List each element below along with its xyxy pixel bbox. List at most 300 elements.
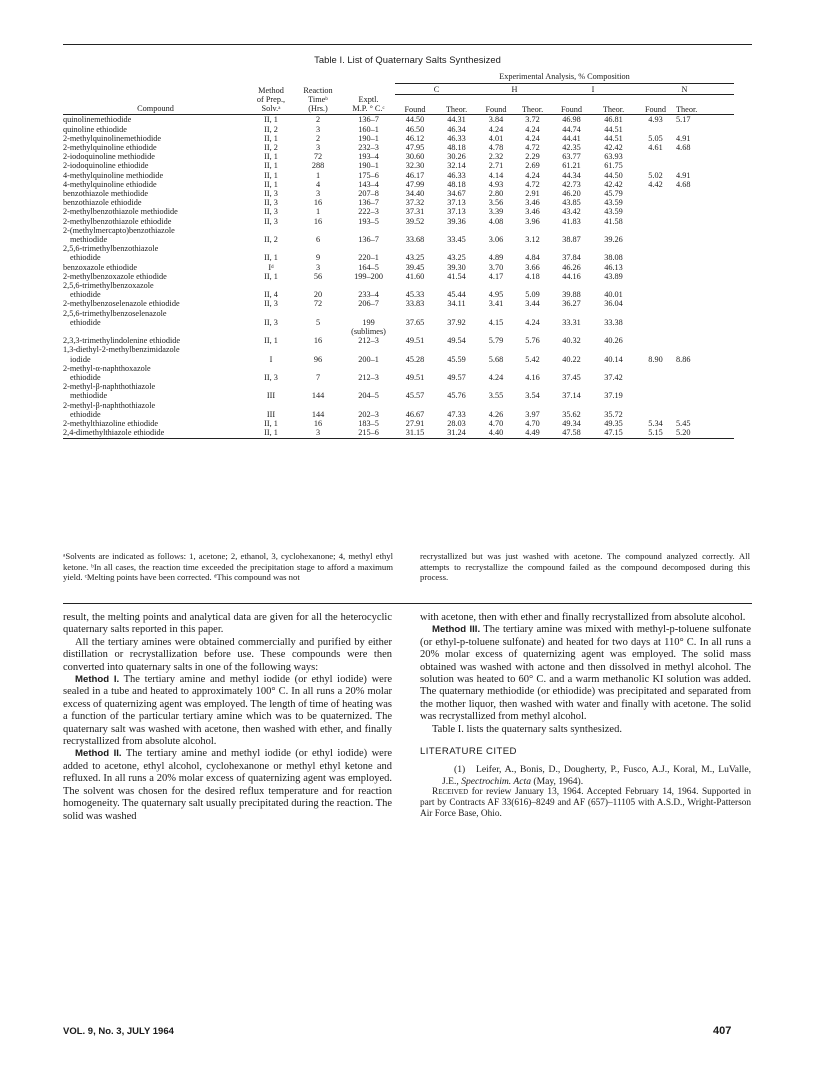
reference-number: (1) bbox=[454, 764, 466, 776]
received-note: Received for review January 13, 1964. Accepted February 14, 1964. Supported in part by Contracts AF 33(616)–8249 and AF (657)–11105 with A.S.D., Wright-Patterson Air Force Base, Ohio. bbox=[420, 786, 751, 819]
h-theor: 4.72 bbox=[525, 179, 540, 189]
n-theor bbox=[676, 345, 734, 354]
time: 20 bbox=[313, 290, 323, 300]
literature-heading: LITERATURE CITED bbox=[420, 746, 517, 758]
h-found: 4.95 bbox=[488, 290, 504, 300]
method: II, 1 bbox=[264, 253, 278, 263]
c-theor: 32.14 bbox=[447, 161, 466, 171]
i-theor bbox=[592, 382, 635, 391]
time: 5 bbox=[315, 317, 321, 327]
i-theor: 42.42 bbox=[604, 142, 623, 152]
i-found bbox=[551, 364, 592, 373]
h-theor: 3.72 bbox=[525, 115, 540, 125]
n-found bbox=[635, 281, 676, 290]
nitrogen-header: N bbox=[635, 84, 734, 95]
paragraph: with acetone, then with ether and finally recrystallized from absolute alcohol. bbox=[420, 612, 746, 623]
melting-point: 212–3 bbox=[358, 373, 379, 382]
h-theor bbox=[514, 345, 551, 354]
table-body bbox=[63, 115, 734, 439]
method: II, 3 bbox=[264, 299, 278, 309]
time bbox=[294, 382, 342, 391]
n-found-header: Found bbox=[635, 104, 676, 115]
method-1-heading: Method I. bbox=[75, 674, 120, 686]
h-theor bbox=[514, 401, 551, 410]
h-found: 2.32 bbox=[488, 152, 504, 162]
i-found: 37.84 bbox=[562, 253, 581, 263]
method-1-text: The tertiary amine and methyl iodide (or ethyl iodide) were sealed in a tube and heated to approximately 100° C. In all runs a 20% molar excess of quaternizing agent was employed. The length of time of heating was a function of the particular tertiary amine which was to be quaternized. The quaternary salt was washed with acetone, then washed with ether, and finally recrystallized from absolute alcohol. bbox=[63, 674, 392, 748]
n-theor: 4.91 bbox=[676, 170, 691, 180]
melting-point bbox=[342, 244, 395, 253]
compound-name: 2,5,6-trimethylbenzothiazole bbox=[63, 244, 159, 254]
time: 3 bbox=[315, 188, 321, 198]
n-found: 5.05 bbox=[648, 133, 663, 143]
table-row bbox=[63, 318, 734, 327]
n-found bbox=[635, 364, 676, 373]
compound-name: quinolinemethiodide bbox=[63, 115, 132, 125]
table-row bbox=[63, 364, 734, 373]
compound-name: 2,5,6-trimethylbenzoselenazole bbox=[63, 308, 167, 318]
h-theor: 2.29 bbox=[525, 152, 540, 162]
i-theor: 49.35 bbox=[604, 419, 623, 429]
table-row bbox=[63, 290, 734, 299]
compound-name: 2-methylbenzoselenazole ethiodide bbox=[63, 299, 180, 309]
time: 16 bbox=[313, 198, 323, 208]
melting-point: 206–7 bbox=[358, 299, 379, 309]
time-header-2: Timeᵇ bbox=[308, 94, 328, 104]
c-theor: 45.59 bbox=[447, 354, 466, 364]
method: III bbox=[266, 409, 276, 419]
n-found bbox=[635, 152, 676, 161]
c-found: 47.99 bbox=[405, 179, 425, 189]
melting-point: 199 bbox=[362, 317, 375, 327]
time: 16 bbox=[313, 419, 323, 429]
time: 2 bbox=[315, 115, 321, 125]
compound-name: benzothiazole methiodide bbox=[63, 188, 148, 198]
reference-1: (1) Leifer, A., Bonis, D., Dougherty, P., Fusco, A.J., Koral, M., LuValle, J.E., Spectrochim. Acta (May, 1964). bbox=[442, 764, 751, 787]
i-theor-header: Theor. bbox=[592, 104, 635, 115]
i-theor: 44.51 bbox=[604, 124, 623, 134]
h-theor: 4.72 bbox=[525, 142, 540, 152]
h-found bbox=[478, 382, 514, 391]
n-found bbox=[635, 391, 676, 400]
c-theor: 39.36 bbox=[447, 216, 466, 226]
h-theor: 3.54 bbox=[525, 391, 540, 401]
c-found: 45.57 bbox=[405, 391, 425, 401]
n-theor-header: Theor. bbox=[676, 104, 734, 115]
n-theor bbox=[676, 207, 734, 216]
melting-point: 222–3 bbox=[358, 207, 379, 217]
melting-point: 202–3 bbox=[358, 409, 379, 419]
c-theor: 49.57 bbox=[447, 373, 466, 382]
melting-point: 232–3 bbox=[358, 142, 379, 152]
c-found bbox=[395, 281, 435, 290]
c-theor: 47.33 bbox=[447, 409, 466, 419]
n-found bbox=[635, 263, 676, 272]
c-found: 34.40 bbox=[405, 188, 425, 198]
h-found bbox=[478, 364, 514, 373]
table-row bbox=[63, 125, 734, 134]
method-2-paragraph bbox=[63, 748, 392, 822]
n-found: 5.02 bbox=[648, 170, 663, 180]
c-theor: 37.13 bbox=[447, 207, 466, 217]
compound-name: 1,3-diethyl-2-methylbenzimidazole bbox=[63, 345, 180, 355]
compound-name: benzoxazole ethiodide bbox=[63, 262, 137, 272]
n-theor bbox=[676, 391, 734, 400]
i-theor bbox=[592, 244, 635, 253]
c-found: 44.50 bbox=[405, 115, 425, 125]
c-found bbox=[395, 401, 435, 410]
n-theor bbox=[676, 318, 734, 327]
h-theor: 5.09 bbox=[525, 290, 540, 300]
h-theor: 3.66 bbox=[525, 262, 540, 272]
c-theor: 34.11 bbox=[447, 299, 466, 309]
time: 72 bbox=[313, 152, 323, 162]
table-footnote-left: ᵃSolvents are indicated as follows: 1, acetone; 2, ethanol, 3, cyclohexanone; 4, methyl ethyl ketone. ᵇIn all cases, the reaction time exceeded the precipitation stage to afford a maximum yield. ᶜMelting points have been corrected. ᵈThis compound was not bbox=[63, 551, 393, 583]
table-row bbox=[63, 299, 734, 308]
method: II, 2 bbox=[264, 142, 278, 152]
journal-name: Spectrochim. Acta bbox=[461, 775, 531, 787]
c-found: 27.91 bbox=[405, 419, 425, 429]
n-found bbox=[635, 198, 676, 207]
header-row-3 bbox=[63, 95, 734, 104]
header-row-2 bbox=[63, 84, 734, 95]
header-row-4 bbox=[63, 104, 734, 115]
i-found: 44.16 bbox=[562, 271, 581, 281]
time: 3 bbox=[315, 124, 321, 134]
analysis-header: Experimental Analysis, % Composition bbox=[499, 72, 630, 81]
table-row bbox=[63, 152, 734, 161]
n-found bbox=[635, 382, 676, 391]
n-found bbox=[635, 345, 676, 354]
table-row bbox=[63, 272, 734, 281]
time: 3 bbox=[294, 428, 342, 439]
c-theor: 44.31 bbox=[447, 115, 466, 125]
c-theor: 34.67 bbox=[447, 188, 466, 198]
n-theor: 4.68 bbox=[676, 142, 691, 152]
section-rule bbox=[63, 603, 752, 604]
h-found: 3.41 bbox=[488, 299, 504, 309]
h-theor: 2.69 bbox=[525, 161, 540, 171]
i-theor bbox=[592, 364, 635, 373]
compound-name: 4-methylquinoline ethiodide bbox=[63, 179, 157, 189]
table-row bbox=[63, 336, 734, 345]
table-row bbox=[63, 207, 734, 216]
c-theor: 28.03 bbox=[447, 419, 466, 429]
h-theor: 4.16 bbox=[525, 373, 540, 382]
i-found bbox=[551, 345, 592, 354]
i-theor: 40.14 bbox=[604, 354, 623, 364]
i-found: 44.74 bbox=[562, 124, 581, 134]
carbon-header: C bbox=[395, 84, 478, 95]
c-found bbox=[395, 226, 435, 235]
h-found: 4.08 bbox=[488, 216, 504, 226]
method: II, 3 bbox=[264, 373, 278, 382]
n-found bbox=[635, 207, 676, 216]
melting-point: 215–6 bbox=[342, 428, 395, 439]
h-found bbox=[478, 244, 514, 253]
table-row bbox=[63, 161, 734, 170]
i-theor: 42.42 bbox=[604, 179, 623, 189]
i-found bbox=[551, 309, 592, 318]
method bbox=[248, 382, 294, 391]
h-found: 4.24 bbox=[488, 124, 504, 134]
h-theor: 3.46 bbox=[525, 207, 540, 217]
h-theor: 4.18 bbox=[525, 271, 540, 281]
hydrogen-header: H bbox=[478, 84, 551, 95]
h-theor bbox=[514, 244, 551, 253]
melting-point bbox=[342, 401, 395, 410]
c-found: 49.51 bbox=[405, 336, 425, 346]
n-theor bbox=[676, 263, 734, 272]
h-theor: 4.70 bbox=[525, 419, 540, 429]
c-theor: 41.54 bbox=[447, 271, 466, 281]
compound-name: 2-(methylmercapto)benzothiazole bbox=[63, 225, 175, 235]
i-found: 40.22 bbox=[562, 354, 581, 364]
h-found: 4.17 bbox=[488, 271, 504, 281]
method: III bbox=[266, 391, 276, 401]
n-found bbox=[635, 290, 676, 299]
table-row bbox=[63, 419, 734, 428]
melting-point: 175–6 bbox=[358, 170, 379, 180]
i-theor: 43.59 bbox=[604, 207, 623, 217]
compound-name: quinoline ethiodide bbox=[63, 124, 127, 134]
quaternary-salts-table bbox=[63, 72, 734, 439]
time bbox=[294, 401, 342, 410]
i-theor: 39.26 bbox=[604, 234, 623, 244]
c-theor: 48.18 bbox=[447, 142, 466, 152]
i-found bbox=[551, 281, 592, 290]
method bbox=[248, 309, 294, 318]
n-found bbox=[635, 401, 676, 410]
iodine-header: I bbox=[551, 84, 635, 95]
c-found: 46.67 bbox=[405, 409, 425, 419]
paragraph: result, the melting points and analytical data are given for all the heterocyclic quaternary salts reported in this paper. bbox=[63, 612, 392, 636]
c-found: 37.65 bbox=[405, 317, 425, 327]
method: I bbox=[269, 354, 273, 364]
h-theor bbox=[514, 226, 551, 235]
h-found: 4.40 bbox=[478, 428, 514, 439]
compound-name: 2-iodoquinoline ethiodide bbox=[63, 161, 149, 171]
c-found bbox=[395, 244, 435, 253]
n-theor bbox=[676, 253, 734, 262]
n-found: 4.61 bbox=[648, 142, 663, 152]
i-theor: 46.81 bbox=[604, 115, 623, 125]
table-row bbox=[63, 263, 734, 272]
n-theor bbox=[676, 235, 734, 244]
i-found: 43.85 bbox=[562, 198, 581, 208]
time bbox=[294, 345, 342, 354]
melting-point: 220–1 bbox=[358, 253, 379, 263]
h-found bbox=[478, 226, 514, 235]
n-found bbox=[635, 235, 676, 244]
compound-name: 2-methyl-β-naphthothiazole bbox=[63, 400, 156, 410]
i-theor bbox=[592, 345, 635, 354]
method: II, 3 bbox=[264, 188, 278, 198]
compound-name: 4-methylquinoline methiodide bbox=[63, 170, 164, 180]
h-found: 4.15 bbox=[488, 317, 504, 327]
method: Iᵈ bbox=[268, 262, 274, 272]
c-theor bbox=[435, 309, 478, 318]
n-found bbox=[635, 125, 676, 134]
melting-point: 160–1 bbox=[358, 124, 379, 134]
c-theor bbox=[435, 382, 478, 391]
i-found: 37.45 bbox=[562, 373, 581, 382]
c-found: 49.51 bbox=[405, 373, 425, 382]
i-found bbox=[551, 401, 592, 410]
time: 1 bbox=[315, 207, 321, 217]
c-theor bbox=[435, 226, 478, 235]
h-theor bbox=[514, 281, 551, 290]
h-found: 4.70 bbox=[488, 419, 504, 429]
n-theor bbox=[676, 152, 734, 161]
method-3-paragraph bbox=[420, 624, 751, 723]
h-found-header: Found bbox=[478, 104, 514, 115]
c-found bbox=[395, 345, 435, 354]
time-header-1: Reaction bbox=[303, 85, 333, 95]
i-theor: 46.13 bbox=[604, 262, 623, 272]
mp-header-1: Exptl. bbox=[358, 94, 379, 104]
h-found: 2.80 bbox=[488, 188, 504, 198]
h-theor: 3.96 bbox=[525, 216, 540, 226]
i-found: 44.41 bbox=[562, 133, 581, 143]
n-theor: 5.20 bbox=[676, 428, 734, 439]
method bbox=[248, 364, 294, 373]
n-found bbox=[635, 253, 676, 262]
table-row bbox=[63, 115, 734, 125]
c-found: 45.33 bbox=[405, 290, 425, 300]
n-theor bbox=[676, 217, 734, 226]
n-theor bbox=[676, 382, 734, 391]
c-theor: 30.26 bbox=[447, 152, 466, 162]
h-found: 4.93 bbox=[488, 179, 504, 189]
melting-point: 136–7 bbox=[358, 234, 379, 244]
i-theor: 44.50 bbox=[604, 170, 623, 180]
h-theor bbox=[514, 382, 551, 391]
table-row bbox=[63, 401, 734, 410]
table-row bbox=[63, 373, 734, 382]
table-row bbox=[63, 391, 734, 400]
h-found bbox=[478, 281, 514, 290]
i-found bbox=[551, 226, 592, 235]
compound-name: benzothiazole ethiodide bbox=[63, 198, 142, 208]
n-found: 4.93 bbox=[648, 115, 663, 125]
method: II, 2 bbox=[264, 234, 278, 244]
method: II, 1 bbox=[264, 336, 278, 346]
method-2-heading: Method II. bbox=[75, 748, 122, 760]
compound-name: methiodide bbox=[70, 234, 108, 244]
table-title: Table I. List of Quaternary Salts Synthesized bbox=[314, 54, 501, 65]
c-theor: 49.54 bbox=[447, 336, 466, 346]
i-theor: 41.58 bbox=[604, 216, 623, 226]
n-found bbox=[635, 161, 676, 170]
i-theor: 63.93 bbox=[604, 152, 623, 162]
c-theor: 33.45 bbox=[447, 234, 466, 244]
n-theor: 4.68 bbox=[676, 179, 691, 189]
n-found: 8.90 bbox=[648, 354, 663, 364]
h-theor-header: Theor. bbox=[514, 104, 551, 115]
melting-point: 164–5 bbox=[358, 262, 379, 272]
compound-name: iodide bbox=[70, 354, 91, 364]
h-found: 3.55 bbox=[488, 391, 504, 401]
n-theor bbox=[676, 364, 734, 373]
h-theor bbox=[514, 309, 551, 318]
c-found: 46.17 bbox=[405, 170, 425, 180]
h-theor bbox=[514, 364, 551, 373]
table-row bbox=[63, 198, 734, 207]
c-found bbox=[395, 364, 435, 373]
method bbox=[248, 345, 294, 354]
n-theor bbox=[676, 244, 734, 253]
right-column bbox=[420, 612, 751, 820]
melting-point bbox=[342, 345, 395, 354]
i-found: 46.98 bbox=[562, 115, 581, 125]
compound-name: 2-methylthiazoline ethiodide bbox=[63, 419, 159, 429]
c-theor: 31.24 bbox=[435, 428, 478, 439]
c-theor bbox=[435, 364, 478, 373]
table-row bbox=[63, 180, 734, 189]
i-found: 63.77 bbox=[562, 152, 581, 162]
compound-name: 2,4-dimethylthiazole ethiodide bbox=[63, 428, 248, 439]
n-found bbox=[635, 244, 676, 253]
table-footnote-right: recrystallized but was just washed with acetone. The compound analyzed correctly. All attempts to recrystallize the compound failed as the compound decomposed during this process. bbox=[420, 551, 750, 583]
top-rule bbox=[63, 44, 752, 45]
h-theor: 3.46 bbox=[525, 198, 540, 208]
c-theor: 45.44 bbox=[447, 290, 466, 300]
n-theor bbox=[676, 373, 734, 382]
time: 3 bbox=[315, 142, 321, 152]
h-theor: 4.24 bbox=[525, 133, 540, 143]
method: II, 1 bbox=[248, 428, 294, 439]
i-found: 38.87 bbox=[562, 234, 581, 244]
h-theor: 3.97 bbox=[525, 409, 540, 419]
table-row bbox=[63, 281, 734, 290]
left-column bbox=[63, 612, 392, 823]
method: II, 1 bbox=[264, 271, 278, 281]
journal-footer: VOL. 9, No. 3, JULY 1964 bbox=[63, 1026, 174, 1037]
i-theor: 40.26 bbox=[604, 336, 623, 346]
i-theor: 47.15 bbox=[592, 428, 635, 439]
table-row bbox=[63, 143, 734, 152]
method: II, 1 bbox=[264, 115, 278, 125]
table-row bbox=[63, 226, 734, 235]
c-found: 32.30 bbox=[405, 161, 425, 171]
time: 288 bbox=[311, 161, 325, 171]
n-found bbox=[635, 189, 676, 198]
melting-point: 233–4 bbox=[358, 290, 379, 300]
i-found: 33.31 bbox=[562, 317, 581, 327]
c-found: 41.60 bbox=[405, 271, 425, 281]
h-found: 4.78 bbox=[488, 142, 504, 152]
h-found: 4.26 bbox=[488, 409, 504, 419]
c-found: 45.28 bbox=[405, 354, 425, 364]
compound-header: Compound bbox=[63, 104, 248, 115]
time bbox=[294, 226, 342, 235]
compound-name: 2-methylquinoline ethiodide bbox=[63, 142, 157, 152]
melting-point: 183–5 bbox=[358, 419, 379, 429]
melting-point: 199–200 bbox=[354, 271, 383, 281]
c-theor-header: Theor. bbox=[435, 104, 478, 115]
mp-header-2: M.P. ° C.ᶜ bbox=[342, 104, 395, 115]
i-theor bbox=[592, 401, 635, 410]
h-found: 4.89 bbox=[488, 253, 504, 263]
c-theor: 45.76 bbox=[447, 391, 466, 401]
melting-point: 204–5 bbox=[358, 391, 379, 401]
method-header-1: Method bbox=[258, 85, 284, 95]
compound-name: 2-methylbenzothiazole methiodide bbox=[63, 207, 178, 217]
melting-point bbox=[342, 364, 395, 373]
i-theor: 61.75 bbox=[604, 161, 623, 171]
compound-name: 2-iodoquinoline methiodide bbox=[63, 152, 155, 162]
